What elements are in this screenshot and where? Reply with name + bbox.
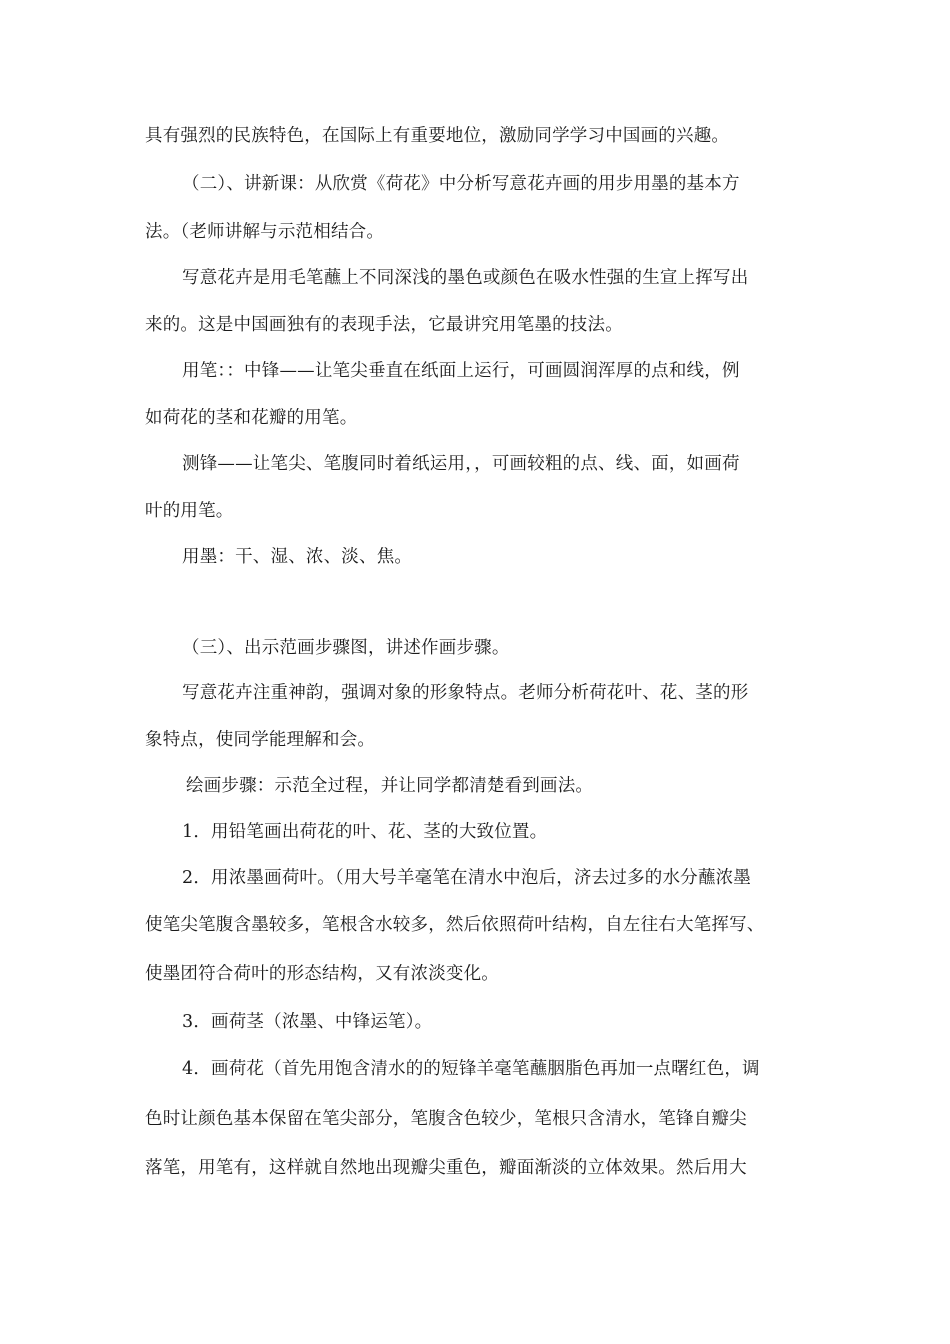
paragraph-line: 如荷花的茎和花瓣的用笔。 — [145, 408, 358, 428]
paragraph-line: 色时让颜色基本保留在笔尖部分，笔腹含色较少，笔根只含清水，笔锋自瓣尖 — [145, 1109, 747, 1129]
paragraph-line: 使笔尖笔腹含墨较多，笔根含水较多，然后依照荷叶结构，自左往右大笔挥写、 — [145, 915, 765, 935]
step-item: 1．用铅笔画出荷花的叶、花、茎的大致位置。 — [182, 822, 548, 842]
paragraph-line: 法。（老师讲解与示范相结合。 — [145, 222, 385, 242]
paragraph-line: 使墨团符合荷叶的形态结构，又有浓淡变化。 — [145, 964, 499, 984]
paragraph-line: 用墨：干、湿、浓、淡、焦。 — [182, 547, 413, 567]
step-item: 2．用浓墨画荷叶。（用大号羊毫笔在清水中泡后，济去过多的水分蘸浓墨 — [182, 868, 751, 888]
paragraph-line: 写意花卉注重神韵，强调对象的形象特点。老师分析荷花叶、花、茎的形 — [182, 683, 749, 703]
paragraph-line: 具有强烈的民族特色，在国际上有重要地位，激励同学学习中国画的兴趣。 — [145, 126, 730, 146]
step-item: 4．画荷花（首先用饱含清水的的短锋羊毫笔蘸胭脂色再加一点曙红色，调 — [182, 1059, 760, 1079]
paragraph-line: 写意花卉是用毛笔蘸上不同深浅的墨色或颜色在吸水性强的生宣上挥写出 — [182, 268, 749, 288]
section-heading-3: （三）、出示范画步骤图，讲述作画步骤。 — [182, 638, 510, 658]
step-item: 3．画荷茎（浓墨、中锋运笔）。 — [182, 1012, 433, 1032]
paragraph-line: 测锋——让笔尖、笔腹同时着纸运用，，可画较粗的点、线、面，如画荷 — [182, 454, 740, 474]
paragraph-line: 叶的用笔。 — [145, 501, 234, 521]
paragraph-line: 用笔：：中锋——让笔尖垂直在纸面上运行，可画圆润浑厚的点和线，例 — [182, 361, 740, 381]
paragraph-line: 象特点，使同学能理解和会。 — [145, 730, 376, 750]
paragraph-line: 绘画步骤：示范全过程，并让同学都清楚看到画法。 — [186, 776, 594, 796]
section-heading-2: （二）、讲新课：从欣赏《荷花》中分析写意花卉画的用步用墨的基本方 — [182, 174, 740, 194]
paragraph-line: 落笔，用笔有，这样就自然地出现瓣尖重色，瓣面渐淡的立体效果。然后用大 — [145, 1158, 747, 1178]
paragraph-line: 来的。这是中国画独有的表现手法，它最讲究用笔墨的技法。 — [145, 315, 623, 335]
